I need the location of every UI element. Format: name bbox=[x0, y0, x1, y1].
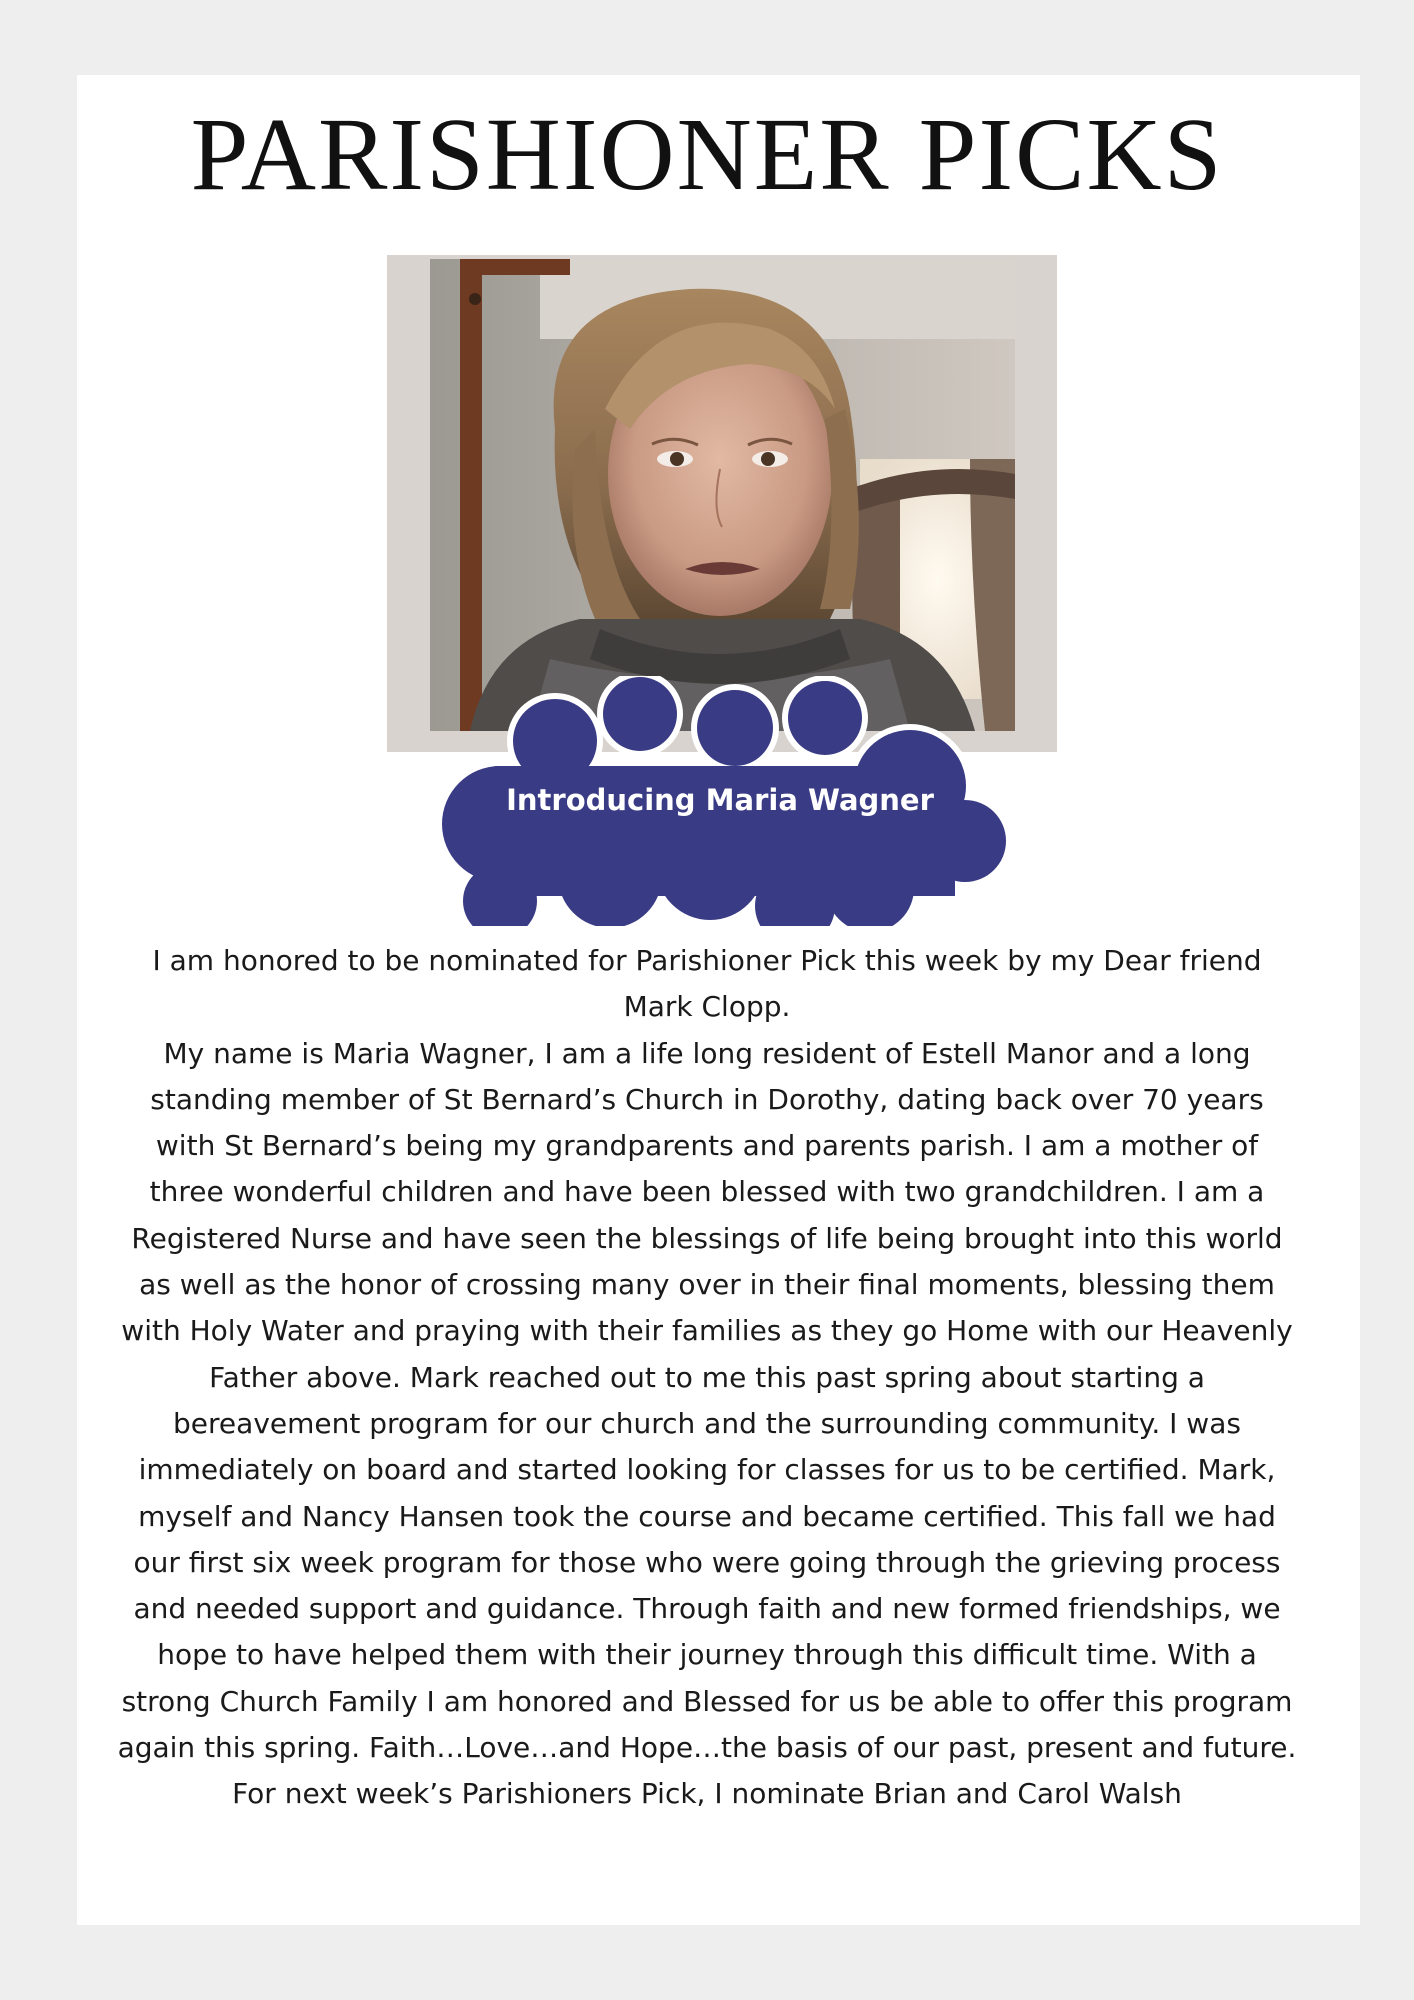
page-title: PARISHIONER PICKS bbox=[190, 97, 1224, 212]
portrait-photo bbox=[430, 259, 1015, 731]
article-body bbox=[117, 938, 1297, 1818]
paragraph-nomination: For next week’s Parishioners Pick, I nominate Brian and Carol Walsh bbox=[232, 1777, 1182, 1811]
paragraph-intro: I am honored to be nominated for Parishioner Pick this week by my Dear friend Mark Clopp. bbox=[152, 944, 1262, 1024]
badge-label: Introducing Maria Wagner bbox=[506, 783, 934, 817]
paragraph-main: My name is Maria Wagner, I am a life long resident of Estell Manor and a long standing member of St Bernard’s Church in Dorothy, dating back over 70 years with St Bernard’s being my grandparents and parents parish. I am a mother of three wonderful children and have been blessed with two grandchildren. I am a Registered Nurse and have seen the blessings of life being brought into this world as well as the honor of crossing many over in their final moments, blessing them with Holy Water and praying with their families as they go Home with our Heavenly Father above. Mark reached out to me this past spring about starting a bereavement program for our church and the surrounding community. I was immediately on board and started looking for classes for us to be certified. Mark, myself and Nancy Hansen took the course and became certified. This fall we had our first six week program for those who were going through the grieving process and needed support and guidance. Through faith and new formed friendships, we hope to have helped them with their journey through this difficult time. With a strong Church Family I am honored and Blessed for us be able to offer this program again this spring. Faith…Love…and Hope…the basis of our past, present and future. bbox=[117, 1036, 1297, 1765]
